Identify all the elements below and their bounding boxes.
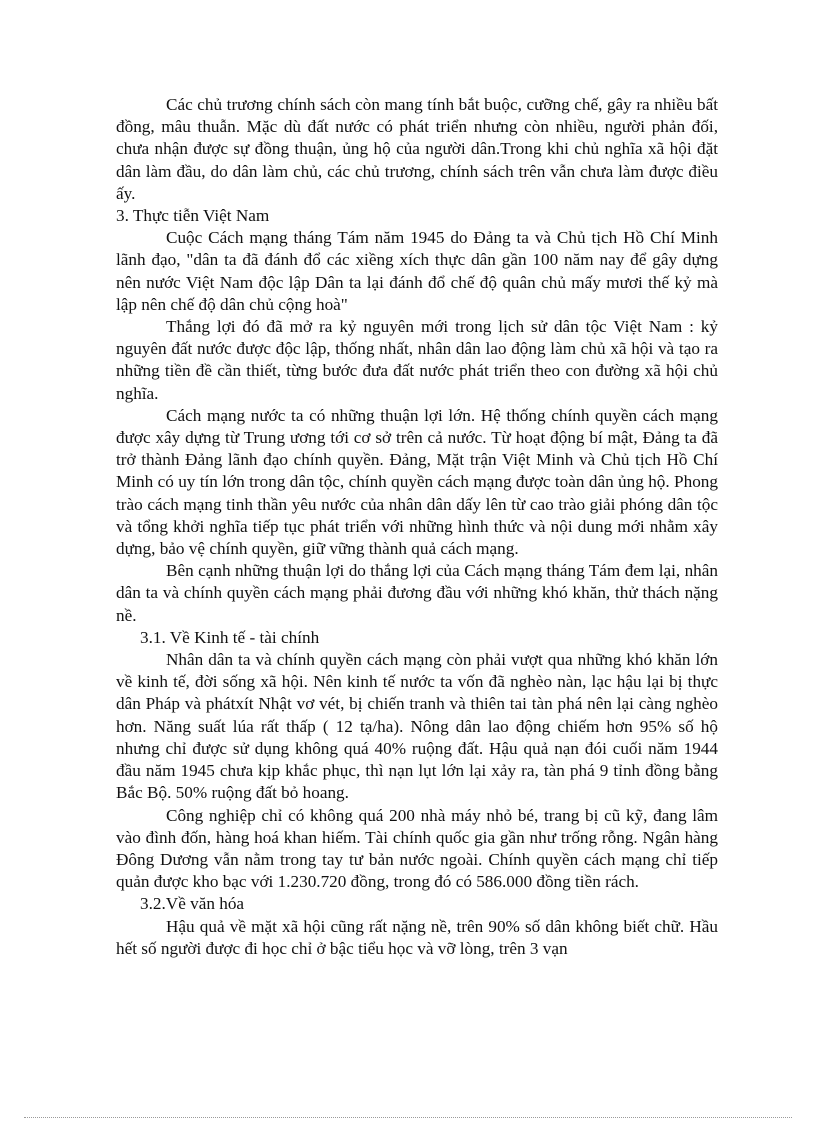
document-body <box>116 94 718 960</box>
paragraph-advantages: Cách mạng nước ta có những thuận lợi lớn. Hệ thống chính quyền cách mạng được xây dựng từ Trung ương tới cơ sở trên cả nước. Từ hoạt động bí mật, Đảng ta đã trở thành Đảng lãnh đạo chính quyền. Đảng, Mặt trận Việt Minh và Chủ tịch Hồ Chí Minh có uy tín lớn trong dân tộc, chính quyền cách mạng được toàn dân ủng hộ. Phong trào cách mạng tinh thần yêu nước của nhân dân dấy lên từ cao trào giải phóng dân tộc và tổng khởi nghĩa tiếp tục phát triển với những hình thức và nội dung mới nhằm xây dựng, bảo vệ chính quyền, giữ vững thành quả cách mạng. <box>116 405 718 559</box>
section-heading-3: 3. Thực tiễn Việt Nam <box>116 206 270 226</box>
paragraph-culture: Hậu quả về mặt xã hội cũng rất nặng nề, trên 90% số dân không biết chữ. Hầu hết số người được đi học chỉ ở bậc tiểu học và vỡ lòng, trên 3 vạn <box>116 916 718 958</box>
subsection-heading-3-1: 3.1. Về Kinh tế - tài chính <box>140 627 320 647</box>
paragraph-industry-finance: Công nghiệp chỉ có không quá 200 nhà máy nhỏ bé, trang bị cũ kỹ, đang lâm vào đình đốn, hàng hoá khan hiếm. Tài chính quốc gia gần như trống rỗng. Ngân hàng Đông Dương vẫn nằm trong tay tư bản nước ngoài. Chính quyền cách mạng chỉ tiếp quản được kho bạc với 1.230.720 đồng, trong đó có 586.000 đồng tiền rách. <box>116 805 718 892</box>
subsection-heading-3-2: 3.2.Về văn hóa <box>140 894 245 914</box>
paragraph-policy-critique: Các chủ trương chính sách còn mang tính bắt buộc, cưỡng chế, gây ra nhiều bất đồng, mâu thuẫn. Mặc dù đất nước có phát triển nhưng còn nhiều, người phản đối, chưa nhận được sự đồng thuận, ủng hộ của người dân.Trong khi chủ nghĩa xã hội đặt dân làm đầu, do dân làm chủ, các chủ trương, chính sách trên vẫn chưa làm được điều ấy. <box>116 95 718 203</box>
paragraph-august-revolution: Cuộc Cách mạng tháng Tám năm 1945 do Đảng ta và Chủ tịch Hồ Chí Minh lãnh đạo, "dân ta đã đánh đổ các xiềng xích thực dân gần 100 năm nay để gây dựng nên nước Việt Nam độc lập Dân ta lại đánh đổ chế độ quân chủ mấy mươi thế kỷ mà lập nên chế độ dân chủ cộng hoà" <box>116 228 718 314</box>
paragraph-challenges: Bên cạnh những thuận lợi do thắng lợi của Cách mạng tháng Tám đem lại, nhân dân ta và chính quyền cách mạng phải đương đầu với những khó khăn, thử thách nặng nề. <box>116 561 718 625</box>
paragraph-new-era: Thắng lợi đó đã mở ra kỷ nguyên mới trong lịch sử dân tộc Việt Nam : kỷ nguyên đất nước được độc lập, thống nhất, nhân dân lao động làm chủ xã hội và tạo ra những tiền đề cần thiết, từng bước đưa đất nước phát triển theo con đường xã hội chủ nghĩa. <box>116 317 718 403</box>
page-bottom-divider <box>24 1117 792 1118</box>
paragraph-economy: Nhân dân ta và chính quyền cách mạng còn phải vượt qua những khó khăn lớn về kinh tế, đời sống xã hội. Nên kinh tế nước ta vốn đã nghèo nàn, lạc hậu lại bị thực dân Pháp và phátxít Nhật vơ vét, bị chiến tranh và thiên tai tàn phá nên lại càng nghèo hơn. Năng suất lúa rất thấp ( 12 tạ/ha). Nông dân lao động chiếm hơn 95% số hộ nhưng chỉ được sử dụng không quá 40% ruộng đất. Hậu quả nạn đói cuối năm 1944 đầu năm 1945 chưa kịp khắc phục, thì nạn lụt lớn lại xảy ra, tàn phá 9 tỉnh đồng bằng Bắc Bộ. 50% ruộng đất bỏ hoang. <box>116 650 718 803</box>
